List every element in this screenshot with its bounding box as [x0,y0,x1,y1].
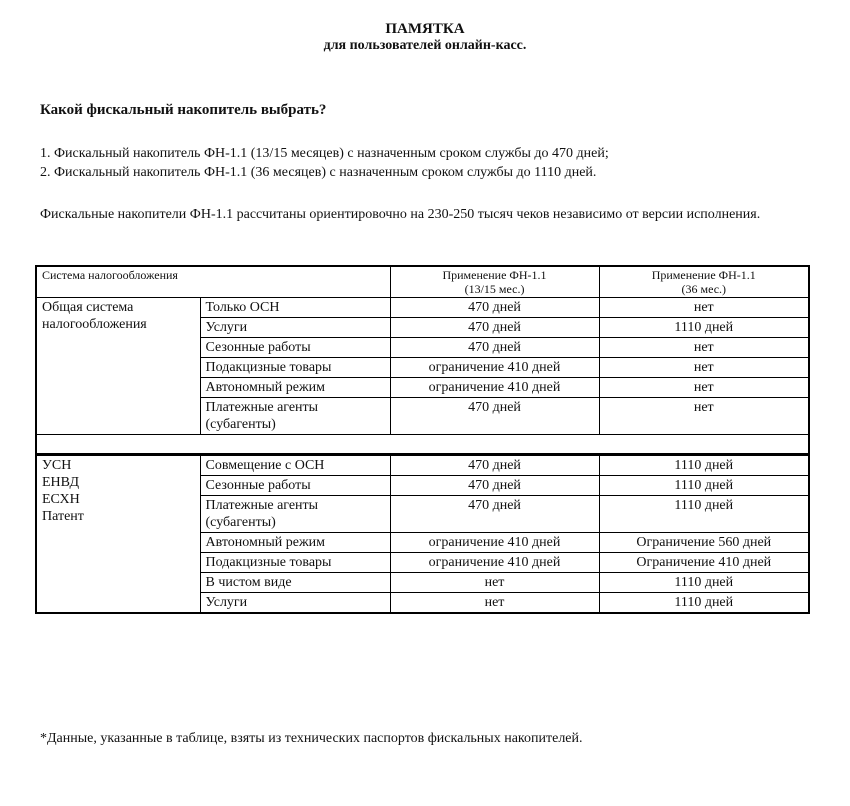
group-name-envd: ЕНВД [42,475,80,490]
fn36-cell: 1110 дней [599,573,809,593]
fn15-cell: 470 дней [390,476,599,496]
header-fn36-line2: (36 мес.) [681,282,727,296]
footnote: *Данные, указанные в таблице, взяты из технических паспортов фискальных накопителей. [40,731,583,746]
tax-system-table [35,265,810,614]
fn15-cell: 470 дней [390,398,599,435]
mode-line2: (субагенты) [205,515,276,530]
fn36-cell: нет [599,398,809,435]
header-tax-system: Система налогообложения [36,266,390,298]
page-subtitle: для пользователей онлайн-касс. [323,38,527,53]
fn36-cell: 1110 дней [599,593,809,614]
group-osn-name [36,298,200,435]
table-row [36,298,809,318]
fn36-cell: 1110 дней [599,496,809,533]
spacer-cell [36,435,809,455]
section-heading: Какой фискальный накопитель выбрать? [40,102,327,118]
mode-cell [200,398,390,435]
mode-cell [200,496,390,533]
fn36-cell: Ограничение 560 дней [599,533,809,553]
group-name-patent: Патент [42,509,84,524]
mode-cell: Подакцизные товары [200,553,390,573]
table-header-row [36,266,809,298]
fn15-cell: ограничение 410 дней [390,378,599,398]
mode-cell: Услуги [200,318,390,338]
mode-line2: (субагенты) [205,417,276,432]
fn15-cell: 470 дней [390,338,599,358]
fn15-cell: ограничение 410 дней [390,358,599,378]
page-title: ПАМЯТКА [385,21,465,37]
fn36-cell: 1110 дней [599,455,809,476]
mode-cell: Только ОСН [200,298,390,318]
table-spacer-row [36,435,809,455]
fn36-cell: Ограничение 410 дней [599,553,809,573]
fn15-cell: ограничение 410 дней [390,533,599,553]
table-row [36,455,809,476]
fn36-cell: 1110 дней [599,318,809,338]
header-fn15-line1: Применение ФН-1.1 [442,268,547,282]
header-fn15-line2: (13/15 мес.) [464,282,525,296]
group-name-usn: УСН [42,458,72,473]
mode-cell: Автономный режим [200,378,390,398]
list-item: 1. Фискальный накопитель ФН-1.1 (13/15 месяцев) с назначенным сроком службы до 470 дней; [40,146,609,161]
group-osn-name-line2: налогообложения [42,317,147,332]
mode-line1: Платежные агенты [205,498,319,513]
header-fn36 [599,266,809,298]
fn36-cell: 1110 дней [599,476,809,496]
mode-cell: Сезонные работы [200,338,390,358]
options-list [40,144,609,182]
list-item: 2. Фискальный накопитель ФН-1.1 (36 месяцев) с назначенным сроком службы до 1110 дней. [40,165,597,180]
mode-line1: Платежные агенты [205,400,319,415]
fn15-cell: нет [390,593,599,614]
group-special-names [36,455,200,614]
header-fn15 [390,266,599,298]
capacity-note: Фискальные накопители ФН-1.1 рассчитаны ориентировочно на 230-250 тысяч чеков независимо от версии исполнения. [40,207,761,222]
mode-cell: Сезонные работы [200,476,390,496]
fn15-cell: ограничение 410 дней [390,553,599,573]
fn36-cell: нет [599,338,809,358]
fn15-cell: нет [390,573,599,593]
fn36-cell: нет [599,378,809,398]
header-fn36-line1: Применение ФН-1.1 [651,268,756,282]
mode-cell: Автономный режим [200,533,390,553]
fn36-cell: нет [599,358,809,378]
fn36-cell: нет [599,298,809,318]
mode-cell: Совмещение с ОСН [200,455,390,476]
mode-cell: В чистом виде [200,573,390,593]
fn15-cell: 470 дней [390,455,599,476]
group-name-eshn: ЕСХН [42,492,80,507]
fn15-cell: 470 дней [390,318,599,338]
mode-cell: Подакцизные товары [200,358,390,378]
mode-cell: Услуги [200,593,390,614]
fn15-cell: 470 дней [390,496,599,533]
fn15-cell: 470 дней [390,298,599,318]
group-osn-name-line1: Общая система [42,300,134,315]
